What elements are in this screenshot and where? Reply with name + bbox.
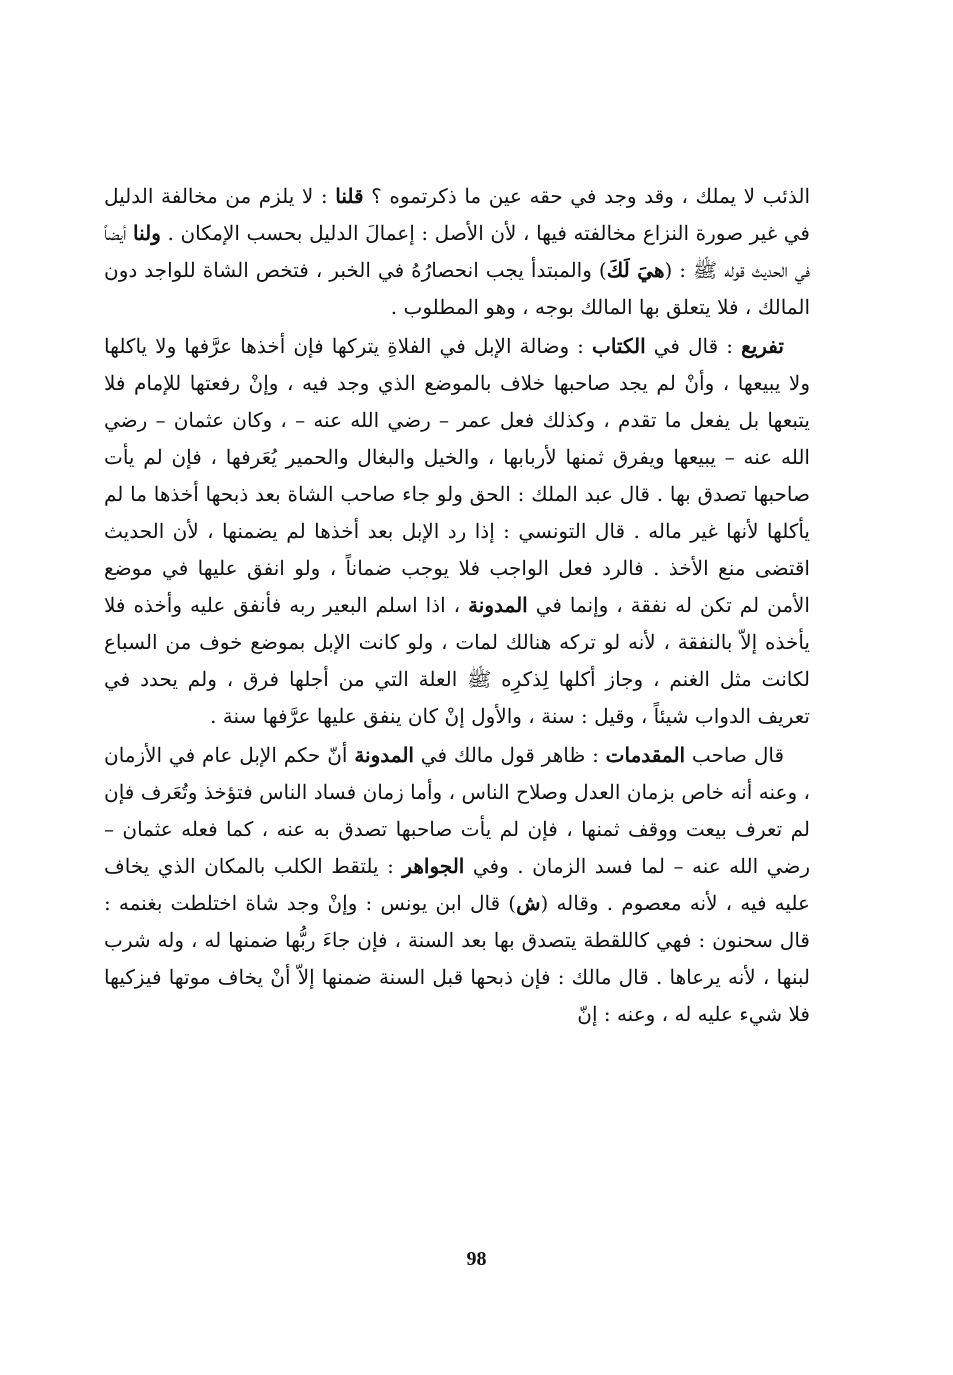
text-run: أيضاً في الحديث قوله ﷺ : ( <box>104 221 810 282</box>
bold-term: ولنا <box>133 221 161 245</box>
paragraph-3 <box>104 737 810 1033</box>
text-run: : قال في <box>645 334 742 358</box>
text-run: ) قال ابن يونس : وإنْ وجد شاة اختلطت بغنمه : قال سحنون : فهي كاللقطة يتصدق بها بعد السنة ، فإن جاءَ ربُّها ضمنها له ، وله شرب لبنها ، لأنه يرعاها . قال مالك : فإن ذبحها قبل السنة ضمنها إلاّ أنْ يخاف موتها فيزكيها فلا شيء عليه له ، وعنه : إنّ <box>104 891 810 1026</box>
text-run: قال صاحب <box>685 743 785 767</box>
text-run: : ظاهر قول مالك في <box>413 743 606 767</box>
page-number: 98 <box>466 1248 487 1270</box>
paragraph-2 <box>104 328 810 735</box>
main-text <box>104 178 810 1033</box>
text-run: الذئب لا يملك ، وقد وجد في حقه عين ما ذكرتموه ؟ <box>363 184 811 208</box>
bold-term: الكتاب <box>591 334 646 358</box>
text-run: : يلتقط الكلب بالمكان الذي يخاف عليه فيه ، لأنه معصوم . وقاله ( <box>104 854 810 915</box>
text-run: ) والمبتدأ يجب انحصارُهُ في الخبر ، فتخص الشاة للواجد دون المالك ، فلا يتعلق بها المالك بوجه ، وهو المطلوب . <box>104 258 810 319</box>
text-run: أنّ حكم الإبل عام في الأزمان ، وعنه أنه خاص بزمان العدل وصلاح الناس ، وأما زمان فساد الناس فتؤخذ وتُعَرف فإن لم تعرف بيعت ووقف ثمنها ، فإن لم يأت صاحبها تصدق به عنه ، كما فعله عثمان – رضي الله عنه – لما فسد الزمان . وفي <box>104 743 810 878</box>
bold-term: الجواهر <box>402 854 465 878</box>
bold-term: المدونة <box>354 743 414 767</box>
text-run: ، اذا اسلم البعير ربه فأنفق عليه وأخذه فلا يأخذه إلاّ بالنفقة ، لأنه لو تركه هنالك لمات ، ولو كانت الإبل بموضع خوف من السباع لكانت مثل الغنم ، وجاز أكلها لِذكرِه ﷺ العلة التي من أجلها فرق ، ولم يحدد في تعريف الدواب شيئاً ، وقيل : سنة ، والأول إنْ كان ينفق عليها عرَّفها سنة . <box>104 593 810 728</box>
paragraph-1 <box>104 178 810 326</box>
text-run: : وضالة الإبل في الفلاةِ يتركها فإن أخذها عرَّفها ولا ياكلها ولا يبيعها ، وأنْ لم يجد صاحبها خلاف بالموضع الذي وجد فيه ، وإنْ رفعتها للإمام فلا يتبعها بل يفعل ما تقدم ، وكذلك فعل عمر – رضي الله عنه – ، وكان عثمان – رضي الله عنه – يبيعها ويفرق ثمنها لأربابها ، والخيل والبغال والحمير يُعَرفها ، فإن لم يأت صاحبها تصدق بها . قال عبد الملك : الحق ولو جاء صاحب الشاة بعد ذبحها أخذها ما لم يأكلها لأنها غير ماله . قال التونسي : إذا رد الإبل بعد أخذها لم يضمنها ، لأن الحديث اقتضى منع الأخذ . فالرد فعل الواجب فلا يوجب ضماناً ، ولو انفق عليها في موضع الأمن لم تكن له نفقة ، وإنما في <box>104 334 810 617</box>
bold-term: قلنا <box>335 184 364 208</box>
bold-term: ش <box>516 891 541 915</box>
bold-term: المدونة <box>468 593 528 617</box>
bold-term: هيَ لَكَ <box>606 258 665 282</box>
bold-term: المقدمات <box>605 743 686 767</box>
bold-term: تفريع <box>741 334 784 358</box>
text-run: : لا يلزم من مخالفة الدليل في غير صورة النزاع مخالفته فيها ، لأن الأصل : إعمالَ الدليل بحسب الإمكان . <box>104 184 810 245</box>
